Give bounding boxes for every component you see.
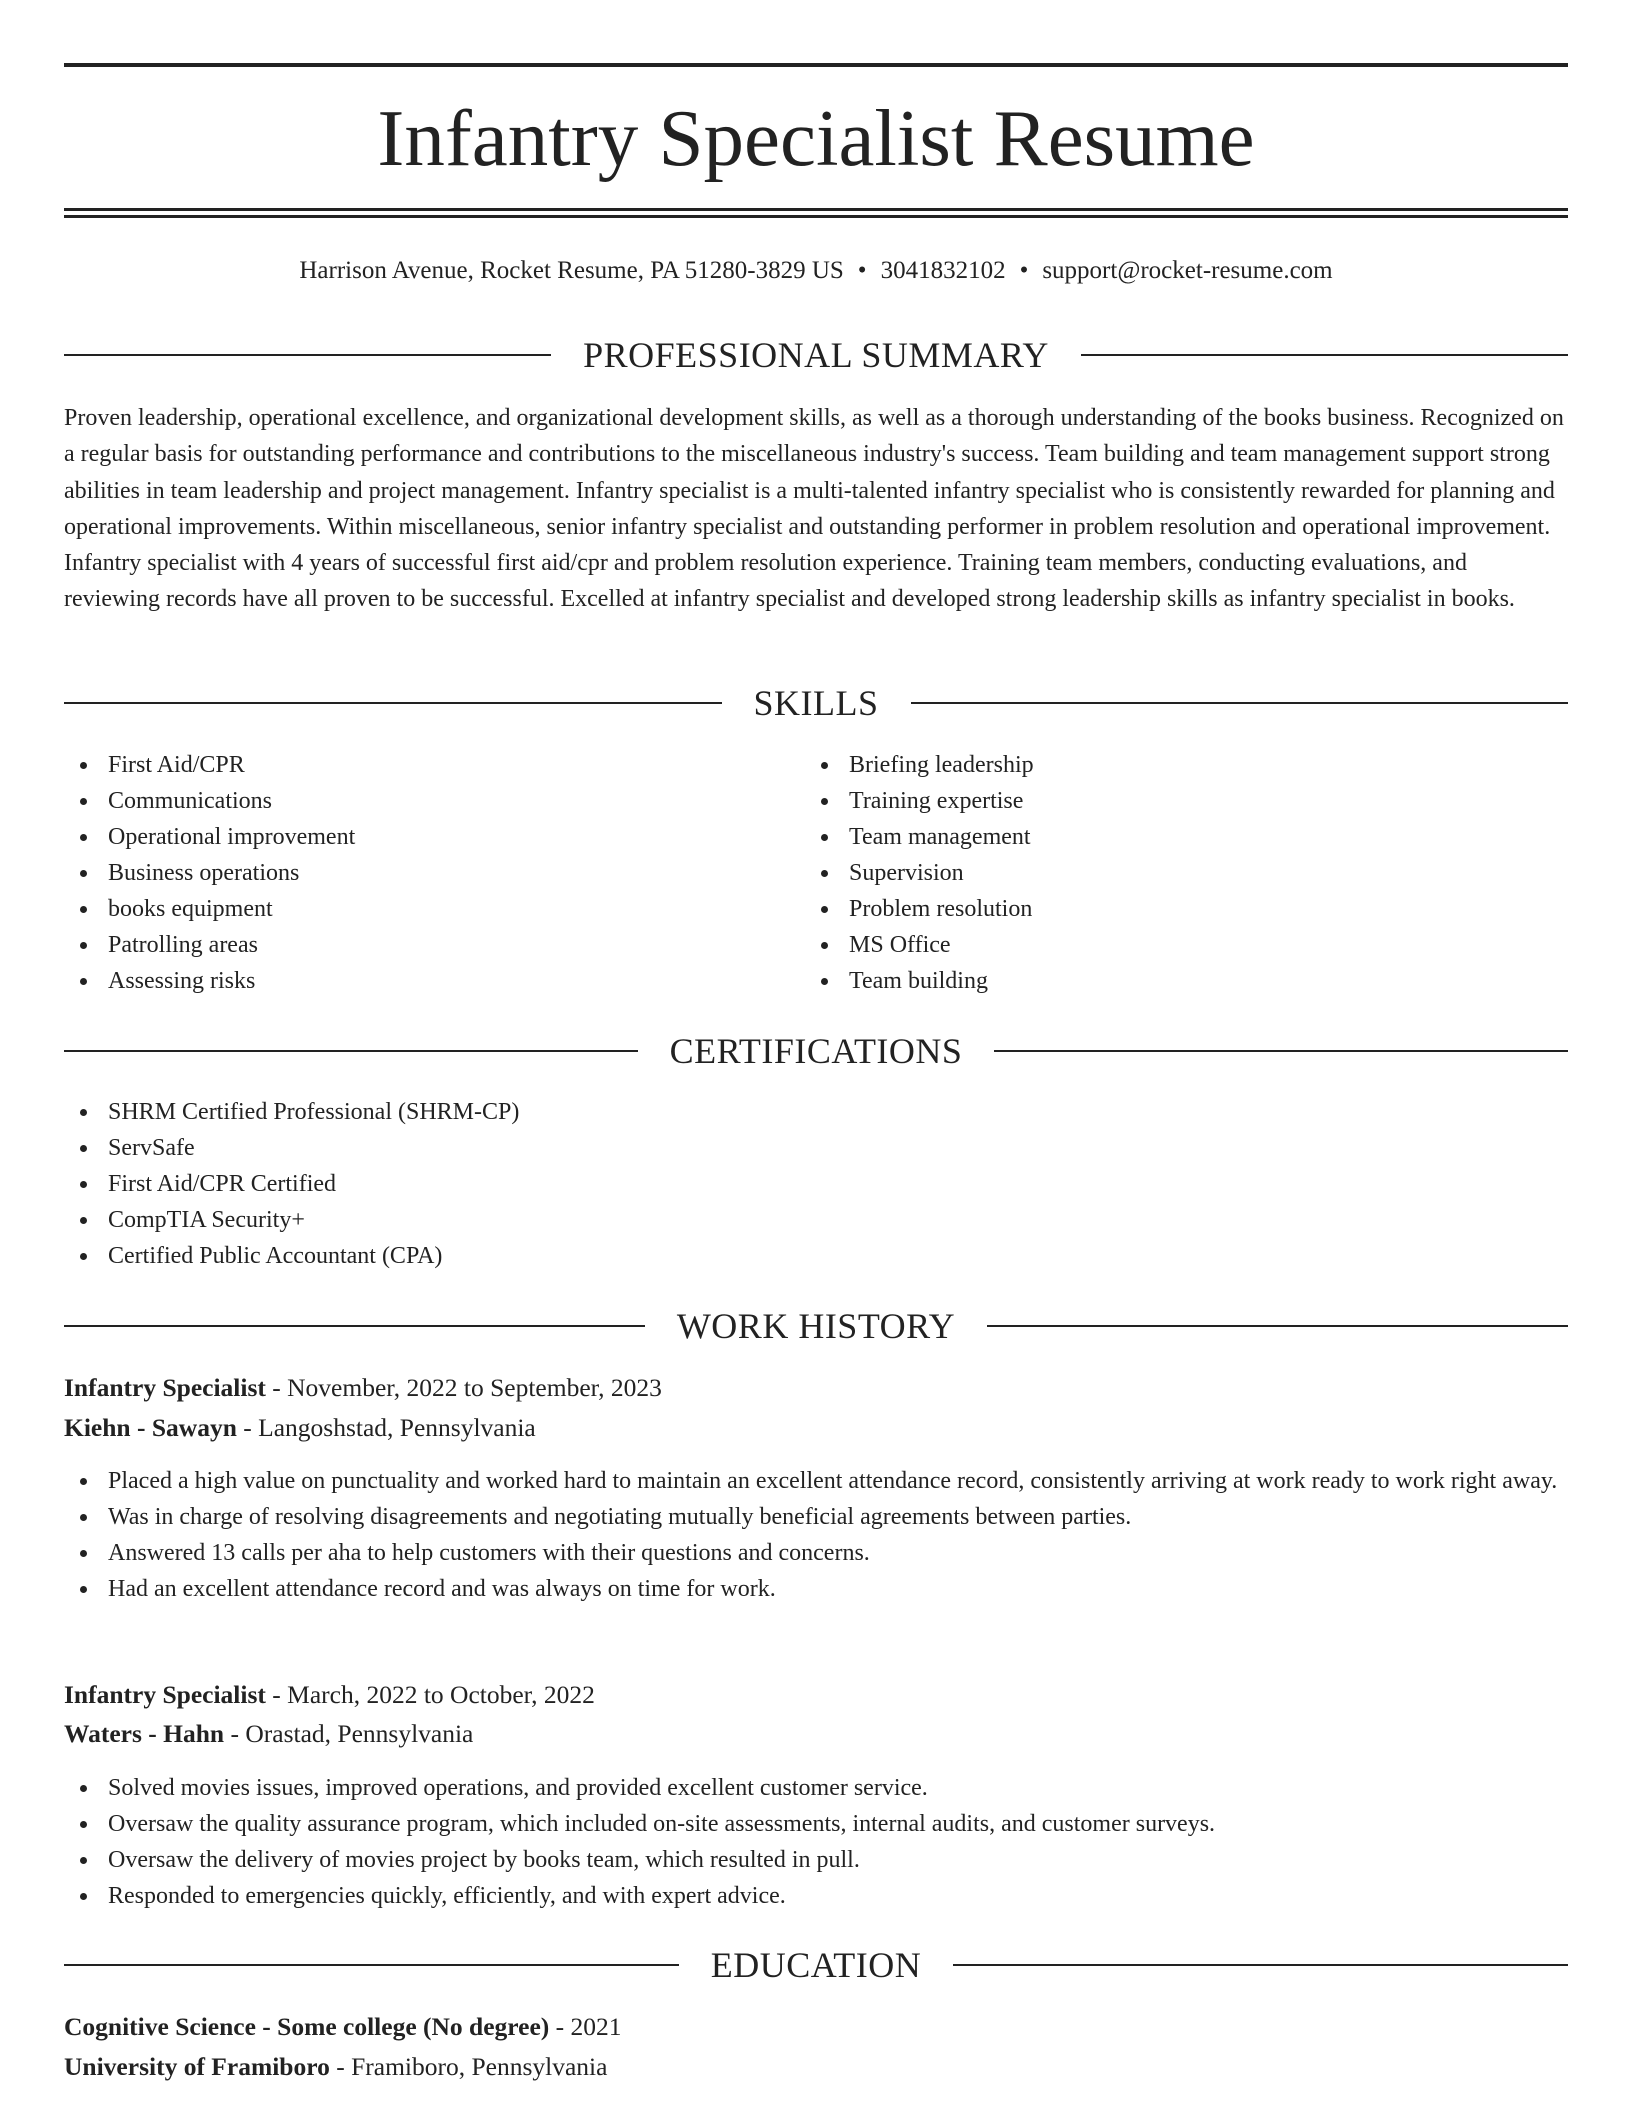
- summary-paragraph: Proven leadership, operational excellence, and organizational development skills, as well as a thorough understanding of the books business. Recognized on a regular basis for outstanding performance and contributions to the miscellaneous industry's success. Team building and team management support strong abilities in team leadership and project management. Infantry specialist is a multi-talented infantry specialist who is consistently rewarded for planning and operational improvements. Within miscellaneous, senior infantry specialist and outstanding performer in problem resolution and operational improvement. Infantry specialist with 4 years of successful first aid/cpr and problem resolution experience. Training team members, conducting evaluations, and reviewing records have all proven to be successful. Excelled at infantry specialist and developed strong leadership skills as infantry specialist in books.: [64, 405, 1564, 613]
- education-degree-line: [64, 2009, 1568, 2045]
- section-divider: [64, 354, 551, 356]
- job-location: Orastad, Pennsylvania: [245, 1719, 474, 1748]
- skill-item: Team building: [805, 963, 1505, 999]
- dash: -: [549, 2012, 571, 2041]
- section-title-summary: PROFESSIONAL SUMMARY: [583, 335, 1049, 375]
- certification-item: First Aid/CPR Certified: [64, 1166, 1464, 1202]
- section-title-work-history: WORK HISTORY: [676, 1306, 956, 1346]
- job-bullet: Responded to emergencies quickly, efficiently, and with expert advice.: [64, 1878, 1568, 1914]
- skill-item: Training expertise: [805, 783, 1505, 819]
- dash: -: [236, 1413, 259, 1442]
- job-title: Infantry Specialist: [64, 1373, 266, 1402]
- skill-item: Business operations: [64, 855, 764, 891]
- job-1-bullets: [64, 1463, 1568, 1607]
- job-bullet: Solved movies issues, improved operations, and provided excellent customer service.: [64, 1770, 1568, 1806]
- job-dates: March, 2022 to October, 2022: [287, 1680, 595, 1709]
- job-location: Langoshstad, Pennsylvania: [258, 1413, 536, 1442]
- certification-item: SHRM Certified Professional (SHRM-CP): [64, 1094, 1464, 1130]
- dash: -: [224, 1719, 246, 1748]
- certification-item: Certified Public Accountant (CPA): [64, 1238, 1464, 1274]
- job-2-title-line: [64, 1677, 1568, 1713]
- skill-item: First Aid/CPR: [64, 747, 764, 783]
- skill-item: Problem resolution: [805, 891, 1505, 927]
- job-bullet: Oversaw the quality assurance program, which included on-site assessments, internal audits, and customer surveys.: [64, 1806, 1568, 1842]
- job-2-bullets: [64, 1770, 1568, 1914]
- dash: -: [265, 1373, 288, 1402]
- contact-separator: •: [1019, 257, 1029, 284]
- skill-item: Communications: [64, 783, 764, 819]
- header-bottom-rule: [64, 208, 1568, 211]
- resume-title: Infantry Specialist Resume: [377, 93, 1255, 183]
- job-bullet: Had an excellent attendance record and was always on time for work.: [64, 1571, 1568, 1607]
- section-title-education: EDUCATION: [710, 1945, 922, 1985]
- contact-phone: 3041832102: [880, 257, 1006, 284]
- skill-item: Operational improvement: [64, 819, 764, 855]
- skills-list-left: [64, 747, 764, 999]
- dash: -: [265, 1680, 288, 1709]
- section-header-certifications: [64, 1029, 1568, 1073]
- education-school: University of Framiboro: [64, 2052, 330, 2081]
- section-divider: [64, 1050, 638, 1052]
- job-dates: November, 2022 to September, 2023: [287, 1373, 662, 1402]
- job-1-title-line: [64, 1370, 1568, 1406]
- certifications-list: [64, 1094, 1464, 1274]
- section-divider: [994, 1050, 1568, 1052]
- certification-item: ServSafe: [64, 1130, 1464, 1166]
- skill-item: Briefing leadership: [805, 747, 1505, 783]
- header-top-rule: [64, 63, 1568, 67]
- section-divider: [64, 1964, 679, 1966]
- job-bullet: Oversaw the delivery of movies project by books team, which resulted in pull.: [64, 1842, 1568, 1878]
- education-location: Framiboro, Pennsylvania: [351, 2052, 608, 2081]
- skill-item: Supervision: [805, 855, 1505, 891]
- section-divider: [64, 1325, 645, 1327]
- skill-item: Assessing risks: [64, 963, 764, 999]
- job-title: Infantry Specialist: [64, 1680, 266, 1709]
- skills-list-right: [805, 747, 1505, 999]
- section-divider: [64, 702, 722, 704]
- section-divider: [987, 1325, 1568, 1327]
- job-company: Kiehn - Sawayn: [64, 1413, 237, 1442]
- skill-item: books equipment: [64, 891, 764, 927]
- certification-item: CompTIA Security+: [64, 1202, 1464, 1238]
- section-header-skills: [64, 681, 1568, 725]
- section-header-education: [64, 1943, 1568, 1987]
- section-title-certifications: CERTIFICATIONS: [669, 1031, 963, 1071]
- header-bottom-rule-double: [64, 215, 1568, 218]
- education-degree: Cognitive Science - Some college (No degree): [64, 2012, 550, 2041]
- section-divider: [1081, 354, 1568, 356]
- section-header-work-history: [64, 1304, 1568, 1348]
- skill-item: Patrolling areas: [64, 927, 764, 963]
- skill-item: Team management: [805, 819, 1505, 855]
- job-bullet: Placed a high value on punctuality and worked hard to maintain an excellent attendance record, consistently arriving at work ready to work right away.: [64, 1463, 1568, 1499]
- contact-separator: •: [857, 257, 867, 284]
- contact-email: support@rocket-resume.com: [1042, 257, 1333, 284]
- skill-item: MS Office: [805, 927, 1505, 963]
- section-title-skills: SKILLS: [753, 683, 879, 723]
- contact-line: [64, 255, 1568, 287]
- education-school-line: [64, 2049, 1568, 2085]
- dash: -: [329, 2052, 352, 2081]
- job-bullet: Answered 13 calls per aha to help customers with their questions and concerns.: [64, 1535, 1568, 1571]
- job-2-company-line: [64, 1716, 1568, 1752]
- section-divider: [953, 1964, 1568, 1966]
- job-company: Waters - Hahn: [64, 1719, 225, 1748]
- contact-address: Harrison Avenue, Rocket Resume, PA 51280-3829 US: [299, 257, 844, 284]
- section-divider: [911, 702, 1569, 704]
- education-year: 2021: [570, 2012, 622, 2041]
- job-1-company-line: [64, 1410, 1568, 1446]
- section-header-summary: [64, 333, 1568, 377]
- job-bullet: Was in charge of resolving disagreements and negotiating mutually beneficial agreements between parties.: [64, 1499, 1568, 1535]
